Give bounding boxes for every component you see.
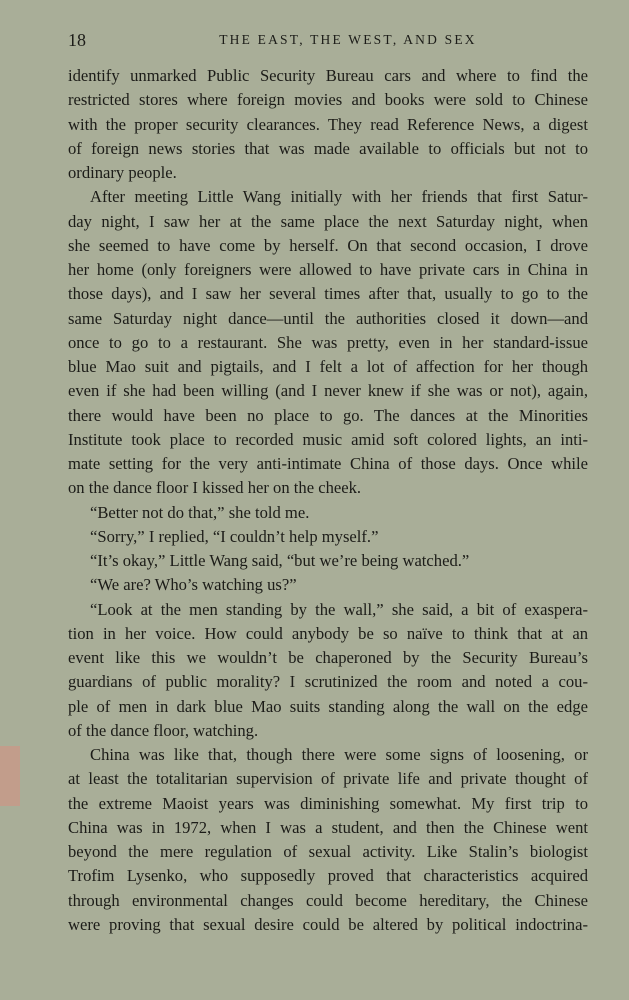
page-header xyxy=(68,30,588,52)
text-line: day night, I saw her at the same place the next Saturday night, when xyxy=(68,211,588,231)
text-line: same Saturday night dance—until the authorities closed it down—and xyxy=(68,308,588,328)
text-line: those days), and I saw her several times after that, usually to go to the xyxy=(68,284,588,304)
text-line: event like this we wouldn’t be chaperoned by the Security Bureau’s xyxy=(68,648,588,667)
text-line: “Sorry,” I replied, “I couldn’t help myself.” xyxy=(90,526,379,546)
text-line: Institute took place to recorded music amid soft colored lights, an inti- xyxy=(68,429,588,449)
text-line: mate setting for the very anti-intimate China of those days. Once while xyxy=(68,454,588,473)
text-line: “It’s okay,” Little Wang said, “but we’re being watched.” xyxy=(90,551,470,570)
running-head: THE EAST, THE WEST, AND SEX xyxy=(219,32,477,47)
text-line: identify unmarked Public Security Bureau cars and where to find the xyxy=(68,66,588,85)
page-number: 18 xyxy=(68,30,86,50)
page-edge-stain xyxy=(0,746,20,806)
text-line: the extreme Maoist years was diminishing somewhat. My first trip to xyxy=(68,793,588,813)
text-line: her home (only foreigners were allowed to have private cars in China in xyxy=(68,260,588,279)
body-text xyxy=(68,64,588,937)
text-line: on the dance floor I kissed her on the cheek. xyxy=(68,478,362,498)
text-line: “Better not do that,” she told me. xyxy=(90,502,310,522)
text-line: she seemed to have come by herself. On that second occasion, I drove xyxy=(68,235,588,255)
text-line: beyond the mere regulation of sexual activity. Like Stalin’s biologist xyxy=(68,842,588,861)
text-line: After meeting Little Wang initially with her friends that first Satur- xyxy=(90,187,588,207)
text-line: “We are? Who’s watching us?” xyxy=(90,575,297,595)
text-line: through environmental changes could become hereditary, the Chinese xyxy=(68,890,588,910)
text-line: “Look at the men standing by the wall,” she said, a bit of exaspera- xyxy=(90,599,588,619)
text-line: guardians of public morality? I scrutinized the room and noted a cou- xyxy=(68,672,588,692)
text-line: were proving that sexual desire could be altered by political indoctrina- xyxy=(68,914,588,934)
text-line: ple of men in dark blue Mao suits standing along the wall on the edge xyxy=(68,696,588,716)
text-line: once to go to a restaurant. She was pretty, even in her standard-issue xyxy=(68,332,588,352)
text-line: there would have been no place to go. The dances at the Minorities xyxy=(68,405,588,425)
text-line: even if she had been willing (and I never knew if she was or not), again, xyxy=(68,381,588,401)
text-line: at least the totalitarian supervision of private life and private thought of xyxy=(68,769,588,789)
text-line: China was in 1972, when I was a student, and then the Chinese went xyxy=(68,817,588,837)
text-line: China was like that, though there were some signs of loosening, or xyxy=(90,745,588,764)
text-line: blue Mao suit and pigtails, and I felt a lot of affection for her though xyxy=(68,357,588,376)
text-line: tion in her voice. How could anybody be so naïve to think that at an xyxy=(68,623,588,643)
text-line: with the proper security clearances. They read Reference News, a digest xyxy=(68,114,588,134)
text-line: Trofim Lysenko, who supposedly proved that characteristics acquired xyxy=(68,866,588,886)
text-line: ordinary people. xyxy=(68,163,177,182)
text-line: of foreign news stories that was made available to officials but not to xyxy=(68,138,588,158)
text-line: of the dance floor, watching. xyxy=(68,720,259,740)
text-line: restricted stores where foreign movies and books were sold to Chinese xyxy=(68,90,588,110)
